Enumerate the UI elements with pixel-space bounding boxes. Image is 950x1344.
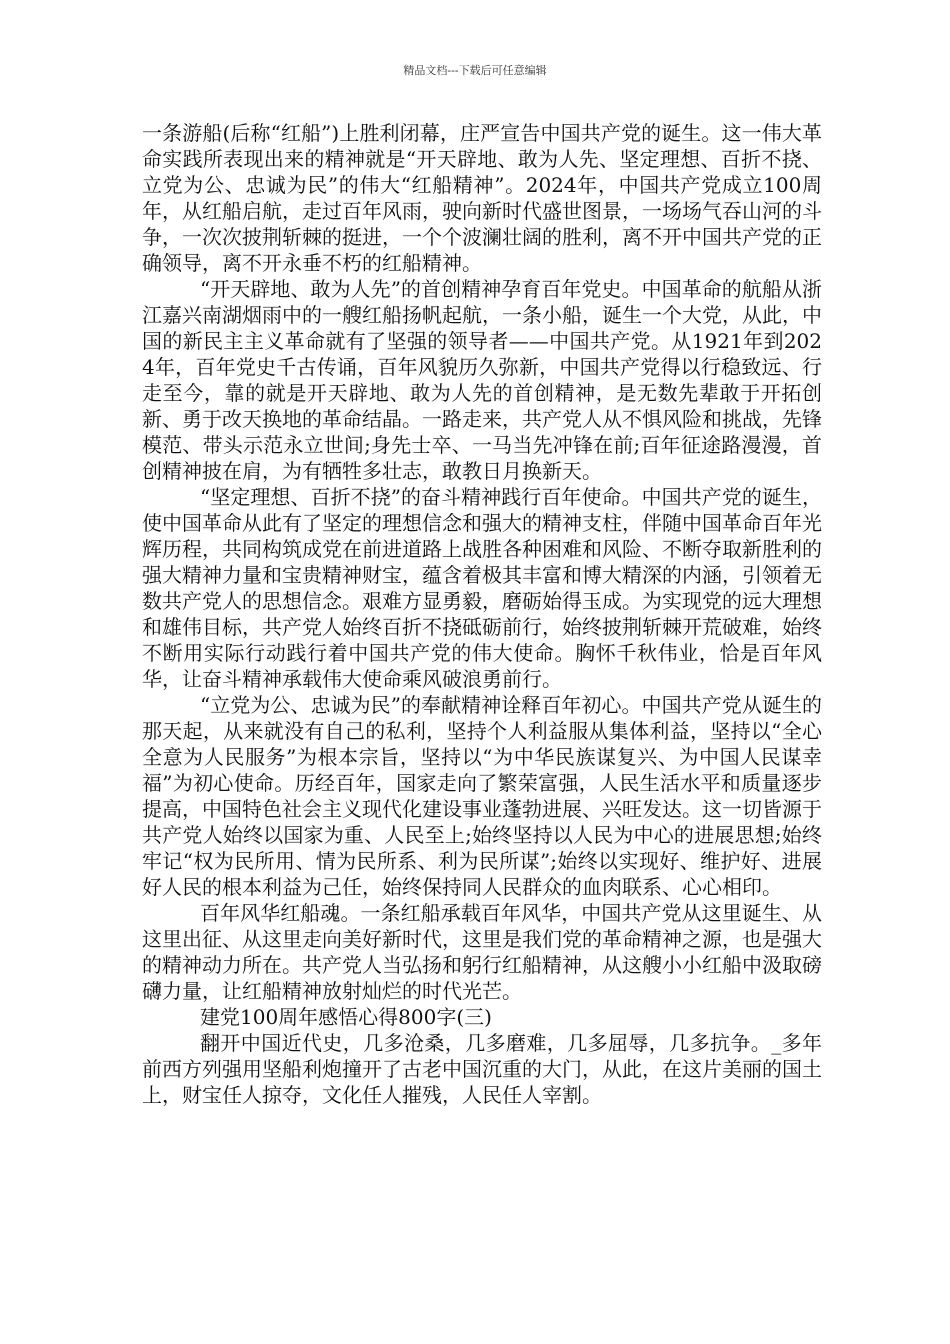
paragraph-intro: 一条游船(后称“红船”)上胜利闭幕，庄严宣告中国共产党的诞生。这一伟大革命实践所表现出来的精神就是“开天辟地、敢为人先、坚定理想、百折不挠、立党为公、忠诚为民”的伟大“红船精神”。2024年，中国共产党成立100周年，从红船启航，走过百年风雨，驶向新时代盛世图景，一场场气吞山河的斗争，一次次披荆斩棘的挺进，一个个波澜壮阔的胜利，离不开中国共产党的正确领导，离不开永垂不朽的红船精神。 [142, 121, 822, 275]
paragraph-pioneering-spirit: “开天辟地、敢为人先”的首创精神孕育百年党史。中国革命的航船从浙江嘉兴南湖烟雨中的一艘红船扬帆起航，一条小船，诞生一个大党，从此，中国的新民主主义革命就有了坚强的领导者——中国共产党。从1921年到2024年，百年党史千古传诵，百年风貌历久弥新，中国共产党得以行稳致远、行走至今，靠的就是开天辟地、敢为人先的首创精神，是无数先辈敢于开拓创新、勇于改天换地的革命结晶。一路走来，共产党人从不惧风险和挑战，先锋模范、带头示范永立世间;身先士卒、一马当先冲锋在前;百年征途路漫漫，首创精神披在肩，为有牺牲多壮志，敢教日月换新天。 [142, 277, 822, 483]
paragraph-modern-history: 翻开中国近代史，几多沧桑，几多磨难，几多屈辱，几多抗争。_多年前西方列强用坚船利炮撞开了古老中国沉重的大门，从此，在这片美丽的国土上，财宝任人掠夺，文化任人摧残，人民任人宰割。 [142, 1031, 822, 1107]
page-header: 精品文档---下载后可任意编辑 [403, 64, 547, 77]
paragraph-struggle-spirit: “坚定理想、百折不挠”的奋斗精神践行百年使命。中国共产党的诞生，使中国革命从此有了坚定的理想信念和强大的精神支柱，伴随中国革命百年光辉历程，共同构筑成党在前进道路上战胜各种困难和风险、不断夺取新胜利的强大精神力量和宝贵精神财宝，蕴含着极其丰富和博大精深的内涵，引领着无数共产党人的思想信念。艰难方显勇毅，磨砺始得玉成。为实现党的远大理想和雄伟目标，共产党人始终百折不挠砥砺前行，始终披荆斩棘开荒破难，始终不断用实际行动践行着中国共产党的伟大使命。胸怀千秋伟业，恰是百年风华，让奋斗精神承载伟大使命乘风破浪勇前行。 [142, 485, 822, 691]
paragraph-conclusion: 百年风华红船魂。一条红船承载百年风华，中国共产党从这里诞生、从这里出征、从这里走向美好新时代，这里是我们党的革命精神之源，也是强大的精神动力所在。共产党人当弘扬和躬行红船精神，从这艘小小红船中汲取磅礴力量，让红船精神放射灿烂的时代光芒。 [142, 901, 822, 1003]
document-body [142, 120, 822, 1108]
paragraph-dedication-spirit: “立党为公、忠诚为民”的奉献精神诠释百年初心。中国共产党从诞生的那天起，从来就没有自己的私利，坚持个人利益服从集体利益，坚持以“全心全意为人民服务”为根本宗旨，坚持以“为中华民族谋复兴、为中国人民谋幸福”为初心使命。历经百年，国家走向了繁荣富强，人民生活水平和质量逐步提高，中国特色社会主义现代化建设事业蓬勃进展、兴旺发达。这一切皆源于共产党人始终以国家为重、人民至上;始终坚持以人民为中心的进展思想;始终牢记“权为民所用、情为民所系、利为民所谋”;始终以实现好、维护好、进展好人民的根本利益为己任，始终保持同人民群众的血肉联系、心心相印。 [142, 693, 822, 899]
section-heading: 建党100周年感悟心得800字(三) [200, 1005, 492, 1029]
